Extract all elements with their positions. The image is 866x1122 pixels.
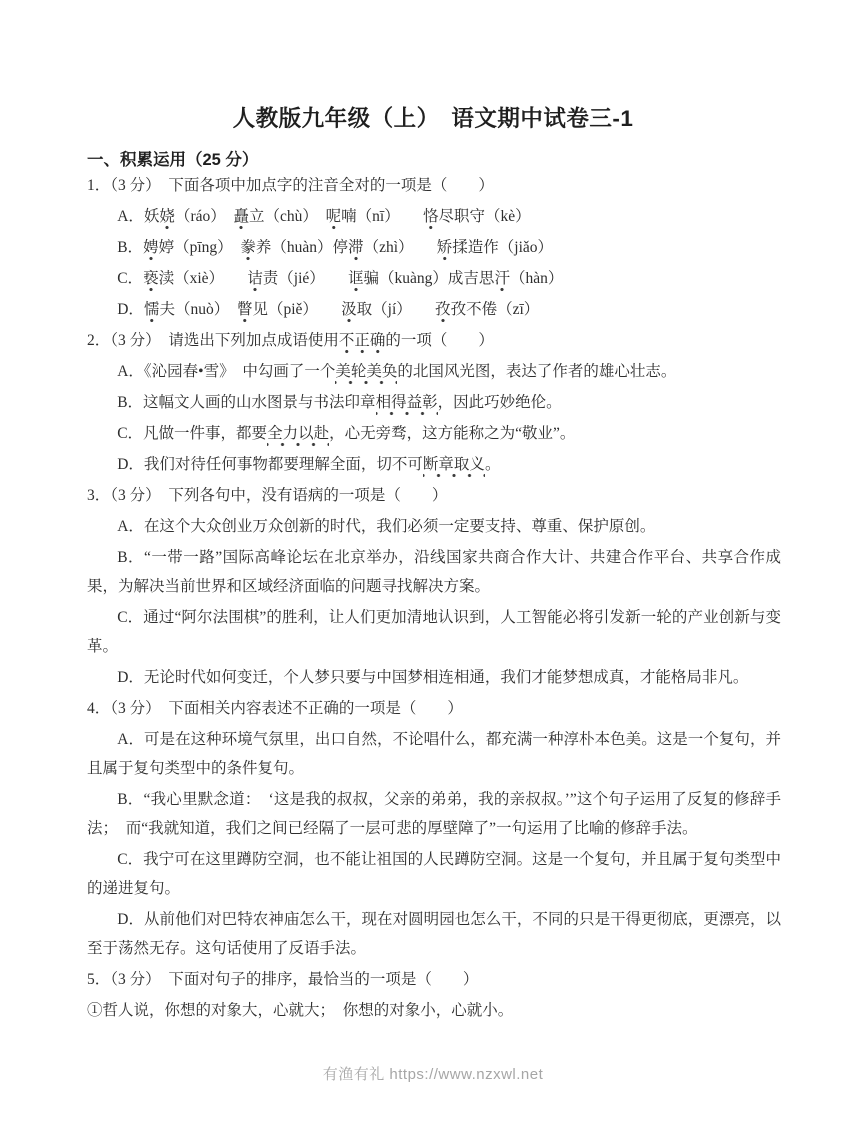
footer-text: 有渔有礼 https://www.nzxwl.net: [322, 1066, 544, 1083]
q5-sentence-1: [87, 996, 781, 1025]
emphasized-text-run: 诘: [247, 270, 263, 292]
text-run: 揉造作（jiǎo）: [452, 239, 554, 256]
text-run: 渎（xiè）: [158, 270, 248, 287]
text-run: D．无论时代如何变迁，个人梦只要与中国梦相连相通，我们才能梦想成真，才能格局非凡。: [117, 669, 749, 686]
emphasized-text-run: 娉: [143, 239, 159, 261]
text-run: 。: [484, 456, 501, 473]
text-run: A．妖: [117, 208, 160, 225]
q5-stem: [87, 965, 781, 994]
text-run: （hàn）: [509, 270, 564, 287]
emphasized-text-run: 矗: [233, 208, 249, 230]
q4-option-a: [87, 725, 781, 783]
text-run: A．可是在这种环境气氛里，出口自然，不论唱什么，都充满一种淳朴本色美。这是一个复句，并且属于复句类型中的条件复句。: [87, 731, 781, 777]
text-run: 4．（3 分） 下面相关内容表述不正确的一项是（ ）: [87, 700, 463, 717]
text-run: A．《沁园春•雪》 中勾画了一个: [117, 363, 336, 380]
q4-option-d: [87, 905, 781, 963]
text-run: D．: [117, 301, 144, 318]
text-run: B．“一带一路”国际高峰论坛在北京举办，沿线国家共商合作大计、共建合作平台、共享合作成果，为解决当前世界和区域经济面临的问题寻找解决方案。: [87, 549, 781, 595]
q1-option-d: [87, 295, 781, 324]
text-run: 婷（pīng）: [158, 239, 241, 256]
text-run: 见（piě）: [252, 301, 342, 318]
text-run: D．我们对待任何事物都要理解全面，切不可: [117, 456, 423, 473]
q4-stem: [87, 694, 781, 723]
emphasized-text-run: 断章取义: [423, 456, 485, 478]
text-run: 取（jí）: [356, 301, 436, 318]
text-run: C．凡做一件事，都要: [117, 425, 268, 442]
footer-watermark: [0, 1063, 866, 1084]
q1-option-b: [87, 233, 781, 262]
emphasized-text-run: 全力以赴: [267, 425, 329, 447]
text-run: B．: [117, 239, 144, 256]
emphasized-text-run: 瞥: [237, 301, 253, 323]
text-run: ①哲人说，你想的对象大，心就大； 你想的对象小，心就小。: [87, 1002, 514, 1019]
text-run: 尽职守（kè）: [438, 208, 531, 225]
text-run: A．在这个大众创业万众创新的时代，我们必须一定要支持、尊重、保护原创。: [117, 518, 656, 535]
emphasized-text-run: 汲: [341, 301, 357, 323]
q3-option-a: [87, 512, 781, 541]
text-run: D．从前他们对巴特农神庙怎么干，现在对圆明园也怎么干，不同的只是干得更彻底，更漂亮，以至于荡然无存。这句话使用了反语手法。: [87, 911, 781, 957]
text-run: 2．（3 分） 请选出下列加点成语使用: [87, 332, 339, 349]
emphasized-text-run: 汗: [494, 270, 510, 292]
q4-option-b: [87, 785, 781, 843]
q2-option-b: [87, 388, 781, 417]
q4-option-c: [87, 845, 781, 903]
text-run: ，心无旁骛，这方能称之为“敬业”。: [329, 425, 576, 442]
text-run: 夫（nuò）: [159, 301, 237, 318]
q3-option-d: [87, 663, 781, 692]
q3-option-c: [87, 603, 781, 661]
q3-option-b: [87, 543, 781, 601]
emphasized-text-run: 亵: [143, 270, 159, 292]
q2-option-c: [87, 419, 781, 448]
text-run: ，因此巧妙绝伦。: [437, 394, 562, 411]
q3-stem: [87, 481, 781, 510]
text-run: 喃（nī）: [341, 208, 423, 225]
text-run: 立（chù）: [249, 208, 326, 225]
emphasized-text-run: 矫: [437, 239, 453, 261]
text-run: C．: [117, 270, 144, 287]
emphasized-text-run: 呢: [326, 208, 342, 230]
q1-stem: [87, 171, 781, 200]
text-run: 3．（3 分） 下列各句中，没有语病的一项是（ ）: [87, 487, 448, 504]
text-run: C．通过“阿尔法围棋”的胜利，让人们更加清地认识到，人工智能必将引发新一轮的产业创新与变革。: [87, 609, 781, 655]
q2-option-a: [87, 357, 781, 386]
emphasized-text-run: 相得益彰: [376, 394, 438, 416]
emphasized-text-run: 孜: [435, 301, 451, 323]
emphasized-text-run: 豢: [240, 239, 256, 261]
q2-option-d: [87, 450, 781, 479]
text-run: 的北国风光图，表达了作者的雄心壮志。: [397, 363, 677, 380]
text-run: 孜不倦（zī）: [450, 301, 540, 318]
text-run: 的一项（ ）: [385, 332, 494, 349]
text-run: 1．（3 分） 下面各项中加点字的注音全对的一项是（ ）: [87, 177, 494, 194]
text-run: 养（huàn）停: [255, 239, 349, 256]
text-run: 5．（3 分） 下面对句子的排序，最恰当的一项是（ ）: [87, 971, 479, 988]
emphasized-text-run: 滞: [348, 239, 364, 261]
emphasized-text-run: 诓: [348, 270, 364, 292]
emphasized-text-run: 美轮美奂: [335, 363, 397, 385]
text-run: B．这幅文人画的山水图景与书法印章: [117, 394, 376, 411]
q1-option-c: [87, 264, 781, 293]
emphasized-text-run: 不正确: [339, 332, 386, 354]
emphasized-text-run: 恪: [423, 208, 439, 230]
question-list: [87, 170, 781, 1027]
text-run: （zhì）: [363, 239, 437, 256]
q1-option-a: [87, 202, 781, 231]
text-run: 骗（kuàng）成吉思: [363, 270, 495, 287]
emphasized-text-run: 娆: [159, 208, 175, 230]
q2-stem: [87, 326, 781, 355]
emphasized-text-run: 懦: [144, 301, 160, 323]
section-heading: 一、积累运用（25 分）: [87, 151, 259, 169]
text-run: C．我宁可在这里蹲防空洞，也不能让祖国的人民蹲防空洞。这是一个复句，并且属于复句类型中的递进复句。: [87, 851, 781, 897]
text-run: 责（jié）: [262, 270, 349, 287]
text-run: （ráo）: [174, 208, 234, 225]
text-run: B．“我心里默念道： ‘这是我的叔叔，父亲的弟弟，我的亲叔叔。’”这个句子运用了反复的修辞手法； 而“我就知道，我们之间已经隔了一层可悲的厚壁障了”一句运用了比喻的修辞手法。: [87, 791, 781, 837]
page-title: 人教版九年级（上） 语文期中试卷三-1: [232, 106, 634, 131]
